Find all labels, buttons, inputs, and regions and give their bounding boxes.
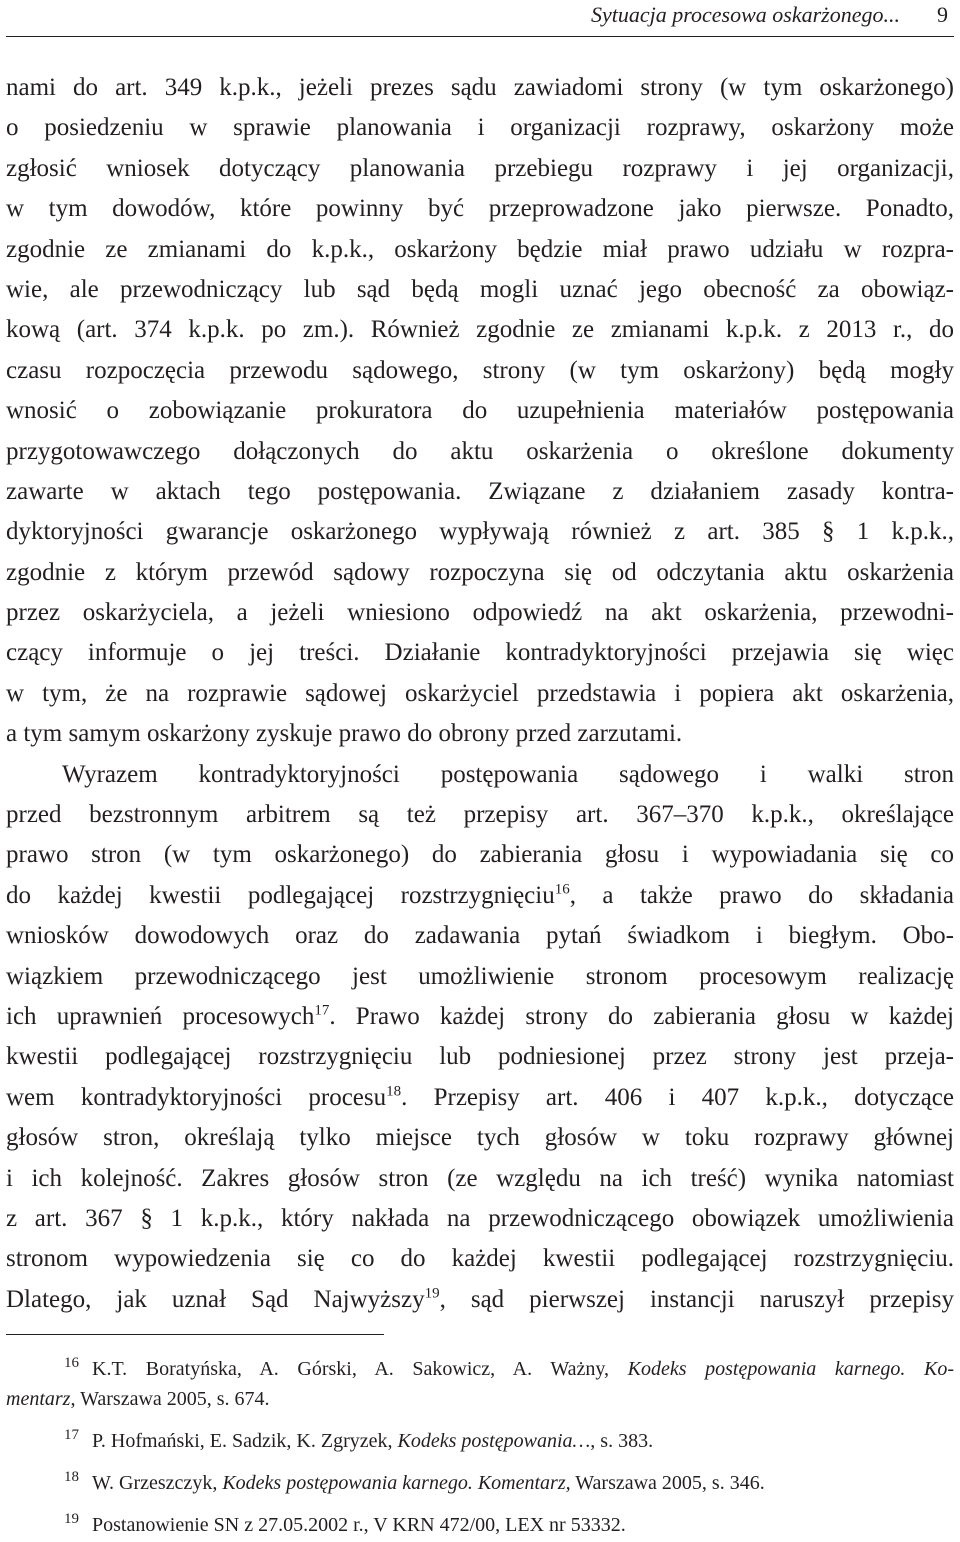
- text-segment: do każdej kwestii podlegającej rozstrzygnięciu: [6, 881, 555, 909]
- text-line: prawo stron (w tym oskarżonego) do zabierania głosu i wypowiadania się co: [6, 841, 954, 869]
- text-line: zgodnie z którym przewód sądowy rozpoczyna się od odczytania aktu oskarżenia: [6, 558, 954, 586]
- footnote-authors: P. Hofmański, E. Sadzik, K. Zgryzek,: [92, 1430, 398, 1452]
- text-line: czasu rozpoczęcia przewodu sądowego, strony (w tym oskarżony) będą mogły: [6, 356, 954, 384]
- text-line: a tym samym oskarżony zyskuje prawo do obrony przed zarzutami.: [6, 720, 683, 748]
- footnote-number: 17: [64, 1427, 79, 1443]
- text-line: stronom wypowiedzenia się co do każdej kwestii podlegającej rozstrzygnięciu.: [6, 1245, 954, 1273]
- text-line: i ich kolejność. Zakres głosów stron (ze względu na ich treść) wynika natomiast: [6, 1164, 954, 1192]
- text-line: wie, ale przewodniczący lub sąd będą mogli uznać jego obecność za obowiąz-: [6, 275, 954, 303]
- text-line: w tym, że na rozprawie sądowej oskarżyciel przedstawia i popiera akt oskarżenia,: [6, 679, 954, 707]
- footnotes: [6, 1354, 954, 1540]
- text-line: zgodnie ze zmianami do k.p.k., oskarżony będzie miał prawo udziału w rozpra-: [6, 235, 954, 263]
- footnote-16: [6, 1354, 954, 1384]
- text-segment: ich uprawnień procesowych: [6, 1002, 315, 1030]
- text-line: wnosić o zobowiązanie prokuratora do uzupełnienia materiałów postępowania: [6, 397, 954, 425]
- text-line: o posiedzeniu w sprawie planowania i organizacji rozprawy, oskarżony może: [6, 114, 954, 142]
- footnote-17: [6, 1426, 954, 1456]
- footnote-19: [6, 1510, 954, 1540]
- footnote-number: 19: [64, 1511, 79, 1527]
- header-rule: [6, 36, 954, 37]
- text-line: [6, 876, 954, 916]
- footnote-authors: W. Grzeszczyk,: [92, 1472, 223, 1494]
- running-header: [0, 0, 960, 40]
- text-segment: , sąd pierwszej instancji naruszył przepisy: [439, 1285, 955, 1313]
- footnote-rest: , s. 383.: [590, 1430, 654, 1452]
- text-line: kwestii podlegającej rozstrzygnięciu lub podniesionej przez strony jest przeja-: [6, 1043, 954, 1071]
- footnote-title: mentarz: [6, 1388, 71, 1410]
- page-number: 9: [937, 2, 948, 27]
- footnote-ref-19: 19: [424, 1285, 440, 1302]
- footnote-text: Postanowienie SN z 27.05.2002 r., V KRN 472/00, LEX nr 53332.: [92, 1514, 626, 1536]
- text-line: wiązkiem przewodniczącego jest umożliwienie stronom procesowym realizację: [6, 962, 954, 990]
- text-line: nami do art. 349 k.p.k., jeżeli prezes sądu zawiadomi strony (w tym oskarżonego): [6, 74, 954, 101]
- text-line: czący informuje o jej treści. Działanie kontradyktoryjności przejawia się więc: [6, 639, 954, 667]
- running-header-title: Sytuacja procesowa oskarżonego...: [591, 2, 900, 27]
- footnote-18: [6, 1468, 954, 1498]
- text-line: przygotowawczego dołączonych do aktu oskarżenia o określone dokumenty: [6, 437, 954, 465]
- text-segment: wem kontradyktoryjności procesu: [6, 1083, 387, 1111]
- text-line: z art. 367 § 1 k.p.k., który nakłada na przewodniczącego obowiązek umożliwienia: [6, 1204, 954, 1232]
- text-line: przez oskarżyciela, a jeżeli wniesiono odpowiedź na akt oskarżenia, przewodni-: [6, 599, 954, 627]
- text-line: kową (art. 374 k.p.k. po zm.). Również zgodnie ze zmianami k.p.k. z 2013 r., do: [6, 316, 954, 344]
- footnote-title: Kodeks postępowania karnego. Komentarz,: [222, 1472, 571, 1494]
- text-line: zawarte w aktach tego postępowania. Związane z działaniem zasady kontra-: [6, 477, 954, 505]
- text-segment: . Prawo każdej strony do zabierania głosu w każdej: [329, 1002, 954, 1030]
- footnote-16-continued: [6, 1384, 954, 1414]
- footnote-rest: Warszawa 2005, s. 346.: [570, 1472, 765, 1494]
- text-line: zgłosić wniosek dotyczący planowania przebiegu rozprawy i jej organizacji,: [6, 154, 954, 182]
- text-segment: . Przepisy art. 406 i 407 k.p.k., dotyczące: [401, 1083, 954, 1111]
- footnote-number: 16: [64, 1355, 79, 1371]
- footnote-number: 18: [64, 1469, 79, 1485]
- text-line: wniosków dowodowych oraz do zadawania pytań świadkom i biegłym. Obo-: [6, 922, 954, 950]
- footnote-ref-18: 18: [386, 1083, 402, 1100]
- text-line: [6, 1078, 954, 1118]
- footnote-rest: , Warszawa 2005, s. 674.: [70, 1388, 270, 1410]
- footnote-ref-16: 16: [554, 881, 570, 898]
- text-segment: Dlatego, jak uznał Sąd Najwyższy: [6, 1285, 425, 1313]
- main-text: [6, 68, 954, 1320]
- footnote-separator: [6, 1334, 384, 1335]
- text-segment: , a także prawo do składania: [569, 881, 954, 909]
- text-line: przed bezstronnym arbitrem są też przepisy art. 367–370 k.p.k., określające: [6, 801, 954, 829]
- footnote-title: Kodeks postępowania karnego. Ko-: [627, 1358, 955, 1380]
- text-line: głosów stron, określają tylko miejsce tych głosów w toku rozprawy głównej: [6, 1124, 954, 1152]
- text-line: [6, 1280, 954, 1320]
- text-line: [6, 997, 954, 1037]
- footnote-authors: K.T. Boratyńska, A. Górski, A. Sakowicz, A. Ważny,: [92, 1358, 628, 1380]
- footnote-title: Kodeks postępowania…: [397, 1430, 591, 1452]
- footnote-ref-17: 17: [314, 1002, 330, 1019]
- text-line: dyktoryjności gwarancje oskarżonego wypływają również z art. 385 § 1 k.p.k.,: [6, 518, 954, 546]
- paragraph-start-line: Wyrazem kontradyktoryjności postępowania sądowego i walki stron: [62, 760, 954, 788]
- text-line: w tym dowodów, które powinny być przeprowadzone jako pierwsze. Ponadto,: [6, 195, 954, 223]
